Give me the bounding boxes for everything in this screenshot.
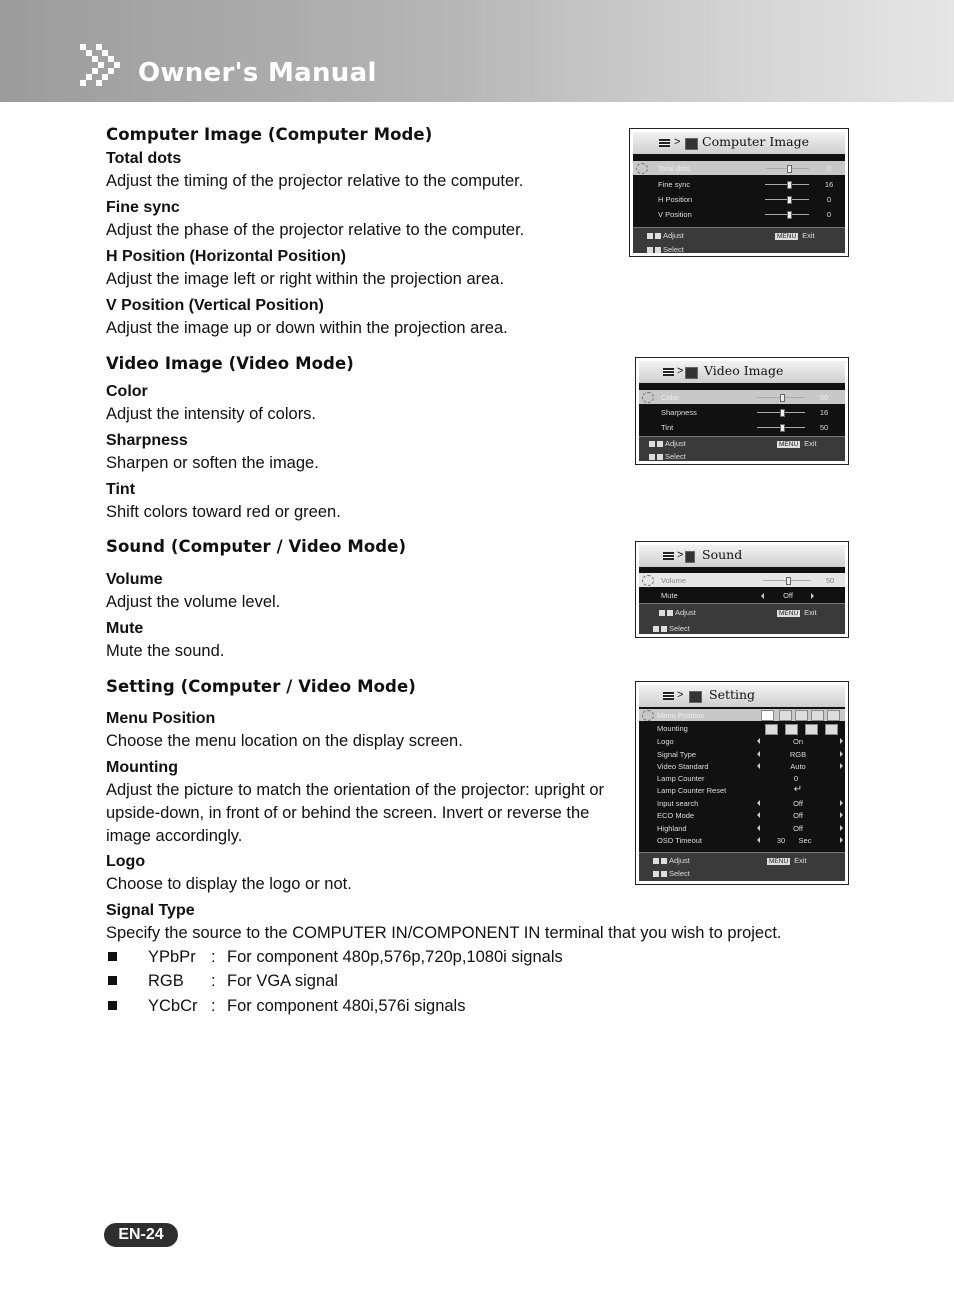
mounting-option-icon [825, 724, 838, 735]
bullet-text: For VGA signal [227, 972, 338, 990]
speaker-icon [685, 551, 695, 563]
item-title: Color [106, 383, 148, 400]
item-title: Total dots [106, 150, 182, 167]
osd-row-label: Sharpness [661, 408, 697, 417]
osd-select-hint: Select [647, 245, 684, 253]
position-option-icon [761, 710, 774, 721]
position-option-icon [811, 710, 824, 721]
position-option-icon [779, 710, 792, 721]
osd-screen [639, 545, 845, 634]
bullet-name: YPbPr [148, 948, 196, 966]
menu-icon [663, 552, 674, 560]
osd-computer-image [629, 128, 849, 257]
slider-knob-icon [787, 165, 792, 173]
slider-knob-icon [787, 181, 792, 189]
osd-video-image [635, 357, 849, 465]
gear-icon [636, 163, 648, 174]
bullet-colon: : [211, 948, 216, 966]
osd-row-highland [639, 822, 845, 834]
osd-screen [639, 361, 845, 461]
osd-row-value: 0 [826, 210, 832, 219]
arrow-right-icon [811, 593, 814, 599]
item-desc: Specify the source to the COMPUTER IN/COMPONENT IN terminal that you wish to project. [106, 924, 782, 942]
item-desc: Choose to display the logo or not. [106, 875, 352, 893]
double-chevron-icon [80, 44, 126, 88]
item-desc: Choose the menu location on the display screen. [106, 732, 463, 750]
osd-row-value: 30 [776, 836, 786, 845]
osd-row-total-dots [633, 161, 845, 175]
square-bullet-icon [108, 976, 117, 985]
osd-row-osd-timeout [639, 834, 845, 846]
osd-row-label: Volume [661, 576, 687, 585]
arrow-right-icon [840, 738, 843, 744]
osd-select-hint: Select [649, 452, 686, 461]
osd-row-value: 16 [824, 180, 834, 189]
item-menu-position [106, 708, 626, 753]
osd-adjust-hint: Adjust [647, 231, 684, 240]
osd-exit-hint: MENU Exit [777, 231, 815, 240]
item-mounting [106, 757, 616, 848]
osd-adjust-hint: Adjust [659, 608, 696, 617]
item-desc: Adjust the phase of the projector relative to the computer. [106, 221, 525, 239]
osd-row-label: Menu Position [657, 711, 705, 720]
item-desc: Adjust the timing of the projector relative to the computer. [106, 172, 524, 190]
section-title-setting: Setting (Computer / Video Mode) [106, 677, 416, 696]
osd-row-value: RGB [789, 750, 807, 759]
osd-screen [633, 132, 845, 253]
item-title: Mute [106, 620, 144, 637]
osd-title: Computer Image [702, 134, 810, 149]
menu-icon [663, 692, 674, 700]
arrow-left-icon [757, 763, 760, 769]
item-title: Fine sync [106, 199, 180, 216]
bullet-colon: : [211, 972, 216, 990]
bullet-text: For component 480p,576p,720p,1080i signals [227, 948, 563, 966]
osd-row-video-standard [639, 760, 845, 772]
item-h-position [106, 246, 626, 291]
section-title-sound: Sound (Computer / Video Mode) [106, 537, 407, 556]
slider-knob-icon [780, 394, 785, 402]
item-title: Mounting [106, 759, 178, 776]
bullet-name: RGB [148, 972, 184, 990]
osd-exit-hint: MENU Exit [779, 439, 817, 448]
slider-knob-icon [786, 577, 791, 585]
osd-row-label: OSD Timeout [657, 836, 703, 845]
osd-row-label: Signal Type [657, 750, 697, 759]
gear-icon [642, 575, 654, 586]
item-desc: Adjust the volume level. [106, 593, 281, 611]
item-title: Signal Type [106, 902, 195, 919]
item-title: Volume [106, 571, 163, 588]
osd-row-label: ECO Mode [657, 811, 695, 820]
menu-icon [659, 139, 670, 147]
item-title: Menu Position [106, 710, 216, 727]
item-title: Tint [106, 481, 136, 498]
arrow-right-icon [840, 763, 843, 769]
osd-row-label: Logo [657, 737, 674, 746]
osd-separator: > [674, 136, 681, 148]
osd-row-label: Color [661, 393, 679, 402]
mounting-option-icon [765, 724, 778, 735]
osd-row-lamp-counter-reset [639, 784, 845, 796]
osd-row-label: Lamp Counter [657, 774, 705, 783]
osd-row-unit: Sec [798, 836, 812, 845]
slider-knob-icon [787, 196, 792, 204]
video-camera-icon [685, 367, 698, 379]
arrow-left-icon [757, 751, 760, 757]
arrow-right-icon [840, 837, 843, 843]
header-banner [0, 0, 954, 102]
slider-knob-icon [787, 211, 792, 219]
osd-row-logo [639, 735, 845, 747]
mounting-option-icon [785, 724, 798, 735]
osd-header [639, 361, 845, 383]
osd-row-label: H Position [658, 195, 693, 204]
osd-row-label: Input search [657, 799, 699, 808]
item-desc: Adjust the picture to match the orientation of the projector: upright or upside-down, in front of or behind the screen. Invert or reverse the image accordingly. [106, 781, 605, 845]
osd-row-value: 16 [819, 408, 829, 417]
slider-knob-icon [780, 424, 785, 432]
item-tint [106, 479, 626, 524]
bullet-text: For component 480i,576i signals [227, 997, 466, 1015]
item-fine-sync [106, 197, 626, 242]
osd-select-hint: Select [653, 624, 690, 633]
osd-exit-hint: MENU Exit [779, 608, 817, 617]
item-desc: Sharpen or soften the image. [106, 454, 319, 472]
osd-row-menu-position [639, 709, 845, 721]
osd-row-tint [639, 420, 845, 434]
arrow-left-icon [757, 800, 760, 806]
item-total-dots [106, 148, 626, 193]
osd-sound [635, 541, 849, 638]
osd-row-value: Auto [790, 762, 806, 771]
osd-row-v-position [633, 207, 845, 221]
slider-knob-icon [780, 409, 785, 417]
osd-row-lamp-counter [639, 772, 845, 784]
osd-row-value: 50 [825, 576, 835, 585]
osd-footer [639, 852, 845, 881]
osd-title: Sound [702, 547, 743, 562]
osd-row-label: Fine sync [658, 180, 691, 189]
arrow-left-icon [757, 837, 760, 843]
osd-title: Setting [709, 687, 756, 702]
item-title: Sharpness [106, 432, 188, 449]
item-volume [106, 569, 626, 614]
osd-row-color [639, 390, 845, 404]
position-option-icon [827, 710, 840, 721]
osd-row-value: On [792, 737, 803, 746]
osd-row-value: Off [783, 591, 793, 600]
item-title: V Position (Vertical Position) [106, 297, 324, 314]
osd-header [639, 685, 845, 707]
item-desc: Adjust the intensity of colors. [106, 405, 317, 423]
arrow-left-icon [757, 812, 760, 818]
osd-select-hint: Select [653, 869, 690, 878]
osd-row-volume [639, 573, 845, 587]
osd-row-mounting [639, 722, 845, 734]
osd-row-signal-type [639, 748, 845, 760]
osd-header [639, 545, 845, 567]
osd-row-mute [639, 588, 845, 602]
square-bullet-icon [108, 1001, 117, 1010]
osd-row-value: 0 [826, 195, 832, 204]
osd-row-label: Tint [661, 423, 674, 432]
osd-row-sharpness [639, 405, 845, 419]
arrow-left-icon [757, 738, 760, 744]
osd-separator: > [677, 689, 684, 701]
osd-row-h-position [633, 192, 845, 206]
item-sharpness [106, 430, 626, 475]
item-desc: Adjust the image left or right within the projection area. [106, 270, 505, 288]
osd-row-label: Highland [657, 824, 687, 833]
osd-title: Video Image [704, 363, 784, 378]
section-title-video-image: Video Image (Video Mode) [106, 354, 354, 373]
item-title: H Position (Horizontal Position) [106, 248, 346, 265]
osd-row-label: Mute [661, 591, 678, 600]
item-desc: Adjust the image up or down within the projection area. [106, 319, 508, 337]
osd-header [633, 132, 845, 154]
osd-row-value: 0 [793, 774, 799, 783]
osd-row-label: V Position [658, 210, 692, 219]
osd-adjust-hint: Adjust [653, 856, 690, 865]
item-desc: Mute the sound. [106, 642, 225, 660]
arrow-right-icon [840, 825, 843, 831]
setting-icon [689, 691, 702, 703]
osd-setting [635, 681, 849, 885]
osd-separator: > [677, 365, 684, 377]
osd-row-value: 50 [819, 393, 829, 402]
section-title-computer-image: Computer Image (Computer Mode) [106, 125, 433, 144]
item-mute [106, 618, 626, 663]
osd-separator: > [677, 549, 684, 561]
monitor-icon [685, 138, 698, 150]
osd-row-value: Off [793, 811, 803, 820]
osd-footer [639, 603, 845, 634]
osd-row-value: Off [793, 799, 803, 808]
square-bullet-icon [108, 952, 117, 961]
osd-row-value: 0 [826, 164, 832, 173]
osd-screen [639, 685, 845, 881]
osd-row-label: Mounting [657, 724, 688, 733]
arrow-right-icon [840, 800, 843, 806]
osd-row-label: Total dots [658, 164, 691, 173]
osd-row-value: ↵ [793, 784, 803, 795]
osd-row-label: Lamp Counter Reset [657, 786, 727, 795]
arrow-right-icon [840, 751, 843, 757]
osd-row-input-search [639, 797, 845, 809]
item-title: Logo [106, 853, 146, 870]
arrow-right-icon [840, 812, 843, 818]
mounting-option-icon [805, 724, 818, 735]
osd-row-eco-mode [639, 809, 845, 821]
arrow-left-icon [761, 593, 764, 599]
item-v-position [106, 295, 626, 340]
arrow-left-icon [757, 825, 760, 831]
page-title: Owner's Manual [138, 58, 377, 88]
osd-exit-hint: MENU Exit [769, 856, 807, 865]
gear-icon [642, 392, 654, 403]
gear-icon [642, 710, 654, 721]
item-logo [106, 851, 626, 896]
item-color [106, 381, 626, 426]
item-desc: Shift colors toward red or green. [106, 503, 341, 521]
bullet-colon: : [211, 997, 216, 1015]
osd-row-value: Off [793, 824, 803, 833]
osd-footer [633, 227, 845, 253]
page-number: EN-24 [104, 1223, 178, 1247]
osd-adjust-hint: Adjust [649, 439, 686, 448]
menu-icon [663, 368, 674, 376]
bullet-name: YCbCr [148, 997, 198, 1015]
osd-footer [639, 436, 845, 461]
osd-row-label: Video Standard [657, 762, 709, 771]
osd-row-fine-sync [633, 177, 845, 191]
item-signal-type [106, 900, 846, 945]
position-option-icon [795, 710, 808, 721]
osd-row-value: 50 [819, 423, 829, 432]
